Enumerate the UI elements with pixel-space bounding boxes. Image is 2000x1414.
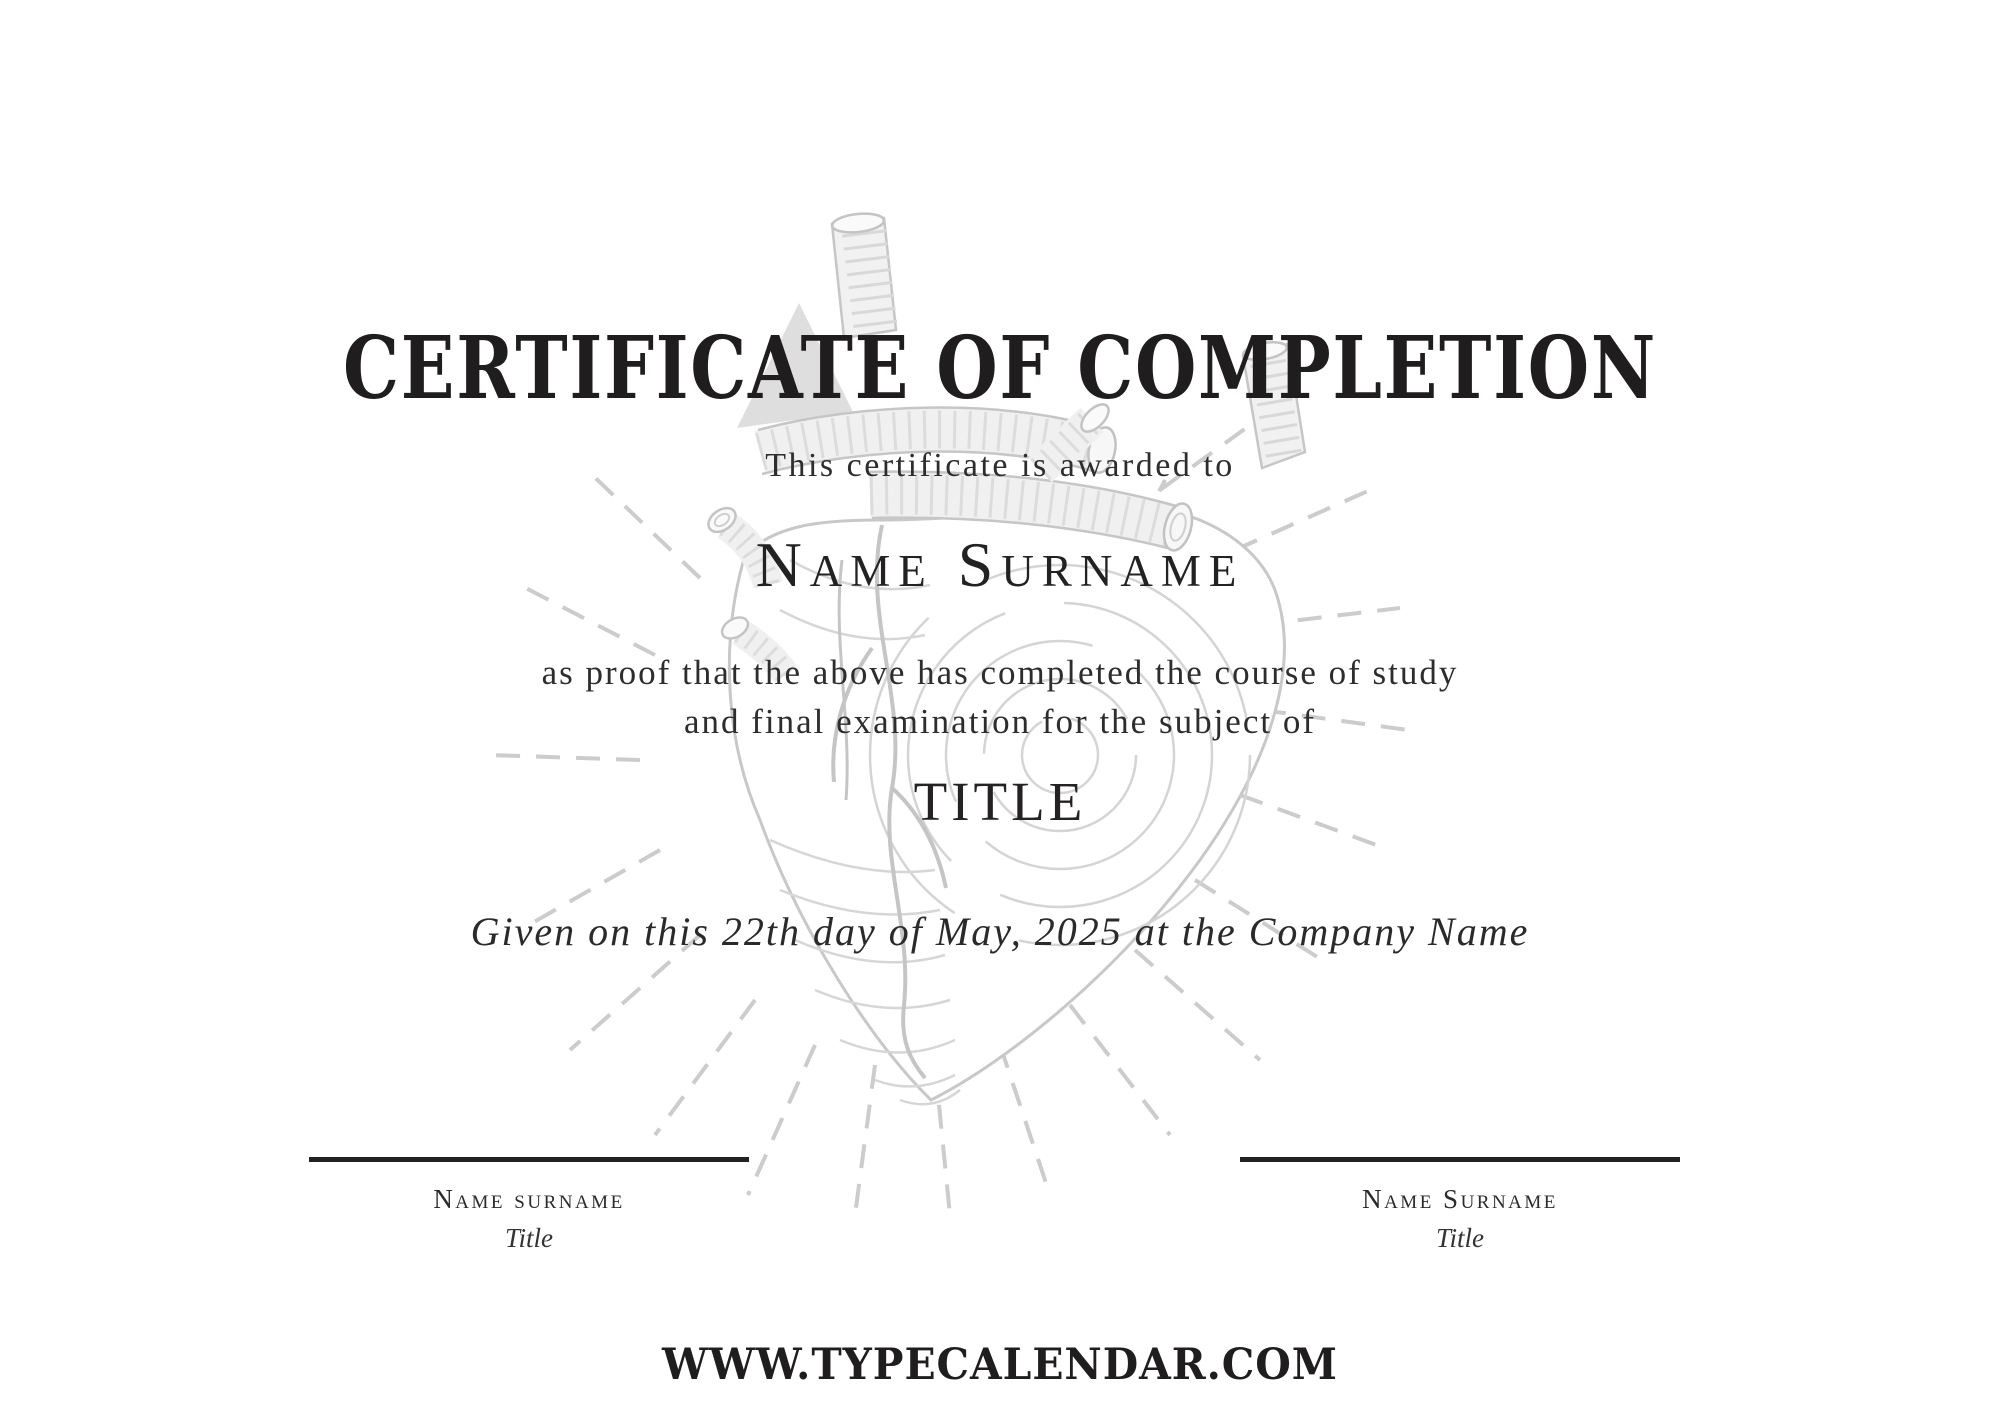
signatory-title-right: Title [1435, 1223, 1484, 1253]
signature-block-left [309, 1157, 749, 1254]
recipient-name: Name Surname [755, 529, 1245, 600]
signatory-name-right: Name Surname [1362, 1184, 1558, 1214]
signature-line-left [309, 1157, 749, 1162]
certificate-title: CERTIFICATE OF COMPLETION [343, 318, 1657, 419]
signatory-title-left: Title [504, 1223, 553, 1253]
footer-url: WWW.TYPECALENDAR.COM [662, 1340, 1338, 1390]
subject-title: TITLE [913, 771, 1087, 832]
certificate-subtitle: This certificate is awarded to [765, 447, 1235, 484]
body-line-2: and final examination for the subject of [683, 702, 1317, 741]
signature-line-right [1240, 1157, 1680, 1162]
certificate-body-text [0, 648, 2000, 746]
signatory-name-left: Name surname [433, 1184, 625, 1214]
signature-block-right [1240, 1157, 1680, 1254]
date-line: Given on this 22th day of May, 2025 at the Company Name [470, 909, 1530, 954]
body-line-1: as proof that the above has completed the course of study [541, 653, 1459, 692]
